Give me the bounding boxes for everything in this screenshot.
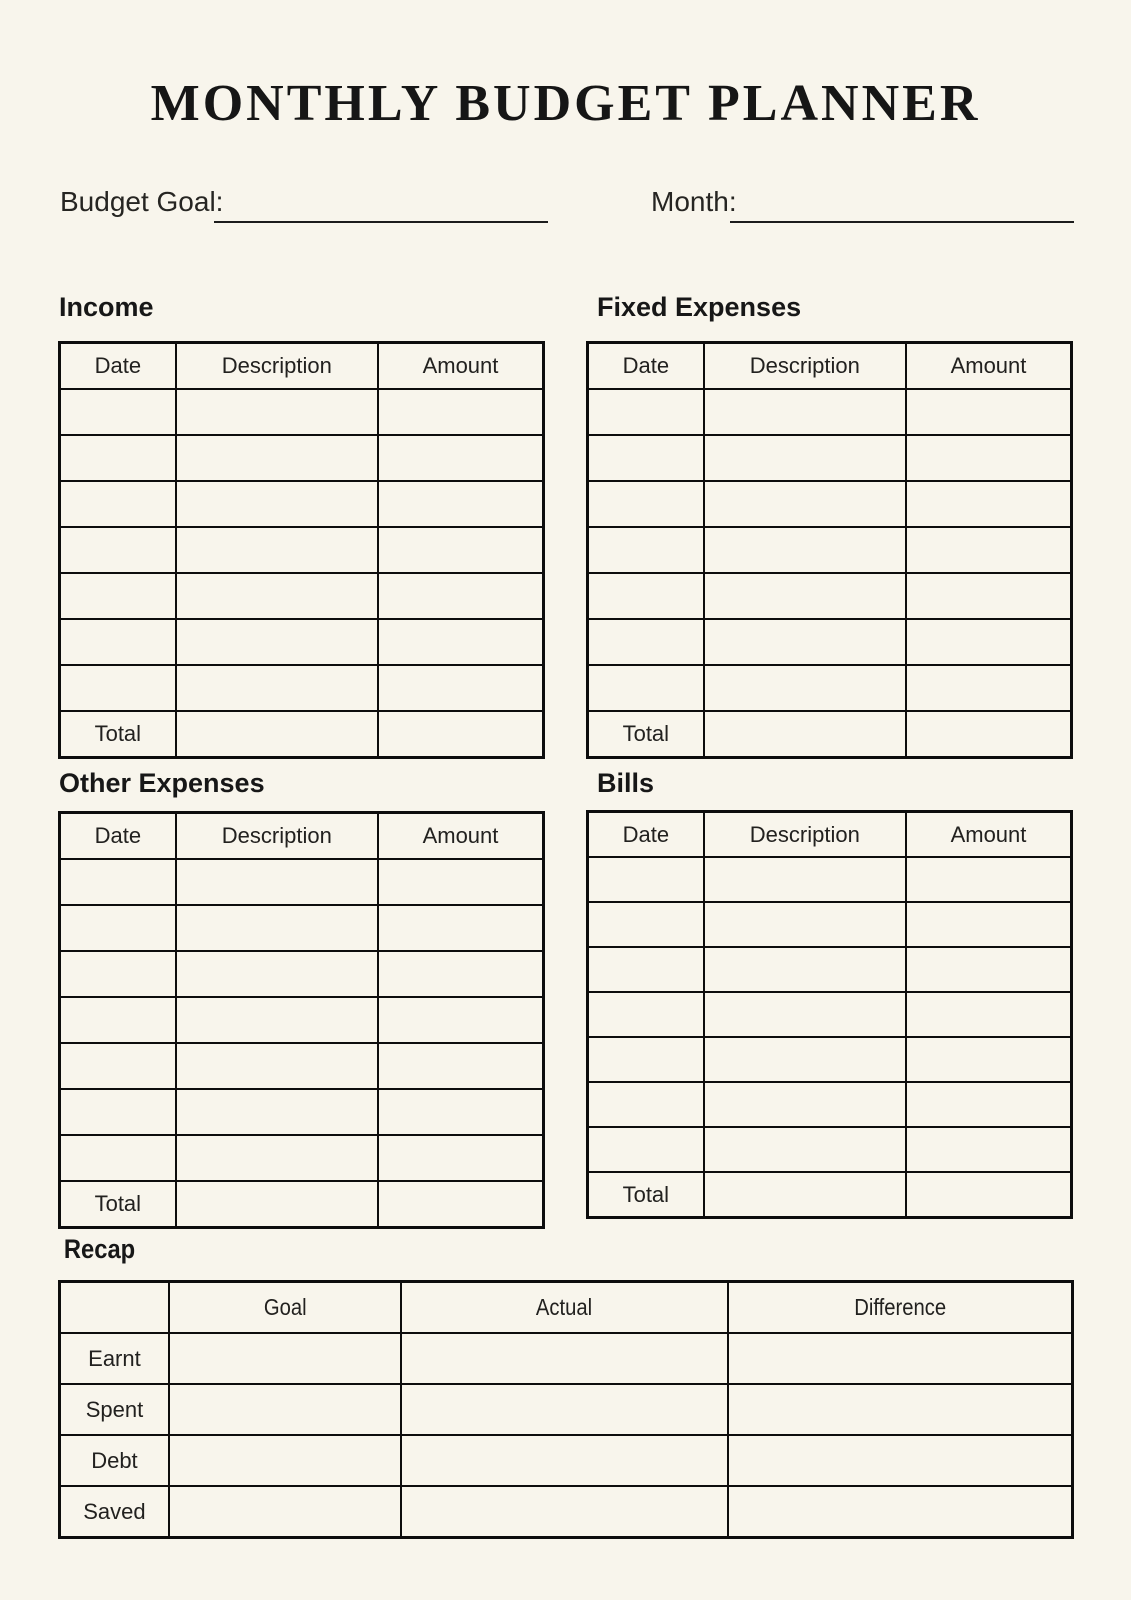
cell-description[interactable] bbox=[176, 1135, 378, 1181]
cell-description[interactable] bbox=[704, 665, 906, 711]
cell-description[interactable] bbox=[704, 857, 906, 902]
cell-description[interactable] bbox=[704, 573, 906, 619]
cell-date[interactable] bbox=[60, 435, 176, 481]
table-row bbox=[588, 573, 1072, 619]
income-col-date: Date bbox=[60, 343, 176, 390]
cell-amount[interactable] bbox=[378, 905, 544, 951]
other-expenses-col-date: Date bbox=[60, 813, 176, 860]
cell-date[interactable] bbox=[60, 1043, 176, 1089]
cell-date[interactable] bbox=[60, 997, 176, 1043]
cell-date[interactable] bbox=[588, 389, 704, 435]
cell-description[interactable] bbox=[704, 1127, 906, 1172]
other-expenses-header-row bbox=[60, 813, 544, 860]
income-header-row bbox=[60, 343, 544, 390]
cell-date[interactable] bbox=[60, 573, 176, 619]
bills-table bbox=[586, 810, 1073, 1219]
cell-description[interactable] bbox=[176, 665, 378, 711]
recap-cell-debt-difference[interactable] bbox=[728, 1435, 1072, 1486]
table-row bbox=[588, 1127, 1072, 1172]
cell-amount[interactable] bbox=[906, 1037, 1072, 1082]
cell-description[interactable] bbox=[704, 1037, 906, 1082]
cell-date[interactable] bbox=[60, 619, 176, 665]
income-col-amount: Amount bbox=[378, 343, 544, 390]
cell-date[interactable] bbox=[588, 573, 704, 619]
other-expenses-col-description: Description bbox=[176, 813, 378, 860]
recap-row-label: Saved bbox=[60, 1486, 169, 1538]
section-title-other-expenses: Other Expenses bbox=[59, 768, 265, 798]
cell-amount[interactable] bbox=[906, 902, 1072, 947]
cell-amount[interactable] bbox=[378, 665, 544, 711]
recap-cell-spent-actual[interactable] bbox=[401, 1384, 728, 1435]
table-row bbox=[60, 1135, 544, 1181]
table-row bbox=[588, 435, 1072, 481]
cell-description[interactable] bbox=[176, 1089, 378, 1135]
recap-cell-debt-actual[interactable] bbox=[401, 1435, 728, 1486]
recap-header-row bbox=[60, 1282, 1073, 1334]
cell-date[interactable] bbox=[588, 947, 704, 992]
recap-corner-cell bbox=[60, 1282, 169, 1334]
recap-cell-saved-goal[interactable] bbox=[169, 1486, 401, 1538]
income-col-description: Description bbox=[176, 343, 378, 390]
table-row bbox=[60, 527, 544, 573]
section-title-bills: Bills bbox=[597, 768, 655, 798]
cell-date[interactable] bbox=[588, 1037, 704, 1082]
recap-col-difference-text: Difference bbox=[854, 1294, 946, 1320]
recap-col-actual bbox=[401, 1282, 728, 1334]
cell-date[interactable] bbox=[60, 905, 176, 951]
table-row bbox=[588, 481, 1072, 527]
cell-description[interactable] bbox=[704, 947, 906, 992]
cell-amount[interactable] bbox=[378, 1043, 544, 1089]
cell-amount[interactable] bbox=[378, 573, 544, 619]
cell-amount[interactable] bbox=[906, 619, 1072, 665]
table-row bbox=[588, 665, 1072, 711]
cell-description[interactable] bbox=[704, 435, 906, 481]
recap-col-goal bbox=[169, 1282, 401, 1334]
table-row bbox=[60, 389, 544, 435]
other-expenses-total-description-cell[interactable] bbox=[176, 1181, 378, 1228]
cell-date[interactable] bbox=[588, 857, 704, 902]
cell-description[interactable] bbox=[176, 905, 378, 951]
cell-description[interactable] bbox=[176, 1043, 378, 1089]
cell-description[interactable] bbox=[704, 1082, 906, 1127]
table-row bbox=[60, 997, 544, 1043]
fixed-expenses-total-amount-cell[interactable] bbox=[906, 711, 1072, 758]
bills-total-label: Total bbox=[588, 1172, 704, 1218]
cell-date[interactable] bbox=[588, 481, 704, 527]
fixed-expenses-col-date: Date bbox=[588, 343, 704, 390]
fixed-expenses-header-row bbox=[588, 343, 1072, 390]
table-row bbox=[60, 665, 544, 711]
recap-row-saved bbox=[60, 1486, 1073, 1538]
cell-date[interactable] bbox=[588, 665, 704, 711]
other-expenses-total-amount-cell[interactable] bbox=[378, 1181, 544, 1228]
recap-col-difference bbox=[728, 1282, 1072, 1334]
recap-cell-debt-goal[interactable] bbox=[169, 1435, 401, 1486]
bills-col-description: Description bbox=[704, 812, 906, 858]
recap-cell-earnt-difference[interactable] bbox=[728, 1333, 1072, 1384]
cell-description[interactable] bbox=[176, 481, 378, 527]
cell-description[interactable] bbox=[176, 997, 378, 1043]
table-row bbox=[60, 481, 544, 527]
cell-amount[interactable] bbox=[906, 1127, 1072, 1172]
income-table bbox=[58, 341, 545, 759]
fixed-expenses-table bbox=[586, 341, 1073, 759]
bills-header-row bbox=[588, 812, 1072, 858]
cell-amount[interactable] bbox=[906, 481, 1072, 527]
table-row bbox=[60, 951, 544, 997]
cell-date[interactable] bbox=[60, 665, 176, 711]
recap-cell-earnt-actual[interactable] bbox=[401, 1333, 728, 1384]
income-total-row bbox=[60, 711, 544, 758]
recap-row-label: Debt bbox=[60, 1435, 169, 1486]
month-label: Month: bbox=[651, 186, 737, 217]
cell-description[interactable] bbox=[176, 619, 378, 665]
cell-date[interactable] bbox=[60, 389, 176, 435]
fixed-expenses-col-description: Description bbox=[704, 343, 906, 390]
cell-amount[interactable] bbox=[906, 435, 1072, 481]
cell-amount[interactable] bbox=[906, 947, 1072, 992]
section-title-income: Income bbox=[59, 292, 154, 322]
cell-description[interactable] bbox=[704, 389, 906, 435]
recap-row-spent bbox=[60, 1384, 1073, 1435]
income-total-description-cell[interactable] bbox=[176, 711, 378, 758]
cell-amount[interactable] bbox=[906, 389, 1072, 435]
cell-date[interactable] bbox=[588, 1082, 704, 1127]
fixed-expenses-col-amount: Amount bbox=[906, 343, 1072, 390]
fixed-expenses-total-row bbox=[588, 711, 1072, 758]
cell-description[interactable] bbox=[704, 481, 906, 527]
table-row bbox=[588, 857, 1072, 902]
table-row bbox=[60, 1043, 544, 1089]
income-total-label: Total bbox=[60, 711, 176, 758]
cell-amount[interactable] bbox=[378, 997, 544, 1043]
month-fill-line[interactable] bbox=[730, 221, 1074, 223]
cell-date[interactable] bbox=[60, 859, 176, 905]
table-row bbox=[588, 1082, 1072, 1127]
recap-row-earnt bbox=[60, 1333, 1073, 1384]
budget-goal-fill-line[interactable] bbox=[214, 221, 548, 223]
cell-description[interactable] bbox=[176, 573, 378, 619]
cell-amount[interactable] bbox=[378, 951, 544, 997]
bills-col-date: Date bbox=[588, 812, 704, 858]
recap-heading-text: Recap bbox=[63, 1234, 136, 1264]
cell-date[interactable] bbox=[588, 619, 704, 665]
table-row bbox=[588, 389, 1072, 435]
cell-date[interactable] bbox=[588, 1127, 704, 1172]
table-row bbox=[588, 619, 1072, 665]
cell-date[interactable] bbox=[60, 481, 176, 527]
recap-row-label: Earnt bbox=[60, 1333, 169, 1384]
recap-cell-earnt-goal[interactable] bbox=[169, 1333, 401, 1384]
budget-goal-label: Budget Goal: bbox=[60, 186, 224, 217]
income-total-amount-cell[interactable] bbox=[378, 711, 544, 758]
cell-date[interactable] bbox=[588, 435, 704, 481]
section-title-fixed-expenses: Fixed Expenses bbox=[597, 292, 802, 322]
recap-cell-spent-difference[interactable] bbox=[728, 1384, 1072, 1435]
table-row bbox=[60, 573, 544, 619]
bills-total-description-cell[interactable] bbox=[704, 1172, 906, 1218]
table-row bbox=[588, 527, 1072, 573]
recap-col-goal-text: Goal bbox=[263, 1294, 307, 1320]
cell-description[interactable] bbox=[176, 527, 378, 573]
recap-cell-saved-actual[interactable] bbox=[401, 1486, 728, 1538]
cell-amount[interactable] bbox=[906, 573, 1072, 619]
cell-description[interactable] bbox=[176, 951, 378, 997]
cell-amount[interactable] bbox=[378, 481, 544, 527]
other-expenses-total-row bbox=[60, 1181, 544, 1228]
bills-col-amount: Amount bbox=[906, 812, 1072, 858]
cell-amount[interactable] bbox=[906, 527, 1072, 573]
cell-description[interactable] bbox=[704, 902, 906, 947]
table-row bbox=[588, 992, 1072, 1037]
cell-description[interactable] bbox=[176, 389, 378, 435]
table-row bbox=[60, 905, 544, 951]
cell-description[interactable] bbox=[176, 859, 378, 905]
cell-amount[interactable] bbox=[378, 619, 544, 665]
table-row bbox=[60, 1089, 544, 1135]
table-row bbox=[60, 619, 544, 665]
fixed-expenses-total-label: Total bbox=[588, 711, 704, 758]
cell-amount[interactable] bbox=[378, 1089, 544, 1135]
cell-description[interactable] bbox=[704, 992, 906, 1037]
cell-description[interactable] bbox=[704, 619, 906, 665]
cell-amount[interactable] bbox=[378, 859, 544, 905]
cell-description[interactable] bbox=[176, 435, 378, 481]
cell-amount[interactable] bbox=[906, 665, 1072, 711]
table-row bbox=[60, 435, 544, 481]
table-row bbox=[588, 902, 1072, 947]
recap-cell-saved-difference[interactable] bbox=[728, 1486, 1072, 1538]
cell-date[interactable] bbox=[588, 902, 704, 947]
table-row bbox=[588, 947, 1072, 992]
other-expenses-col-amount: Amount bbox=[378, 813, 544, 860]
cell-amount[interactable] bbox=[378, 527, 544, 573]
bills-total-amount-cell[interactable] bbox=[906, 1172, 1072, 1218]
cell-description[interactable] bbox=[704, 527, 906, 573]
other-expenses-table bbox=[58, 811, 545, 1229]
cell-amount[interactable] bbox=[906, 992, 1072, 1037]
cell-amount[interactable] bbox=[906, 1082, 1072, 1127]
page-title: MONTHLY BUDGET PLANNER bbox=[150, 75, 981, 132]
cell-date[interactable] bbox=[588, 992, 704, 1037]
cell-date[interactable] bbox=[60, 1089, 176, 1135]
recap-row-debt bbox=[60, 1435, 1073, 1486]
table-row bbox=[60, 859, 544, 905]
table-row bbox=[588, 1037, 1072, 1082]
cell-date[interactable] bbox=[60, 527, 176, 573]
cell-date[interactable] bbox=[60, 1135, 176, 1181]
cell-date[interactable] bbox=[60, 951, 176, 997]
recap-table bbox=[58, 1280, 1074, 1539]
cell-amount[interactable] bbox=[906, 857, 1072, 902]
other-expenses-total-label: Total bbox=[60, 1181, 176, 1228]
section-title-recap bbox=[59, 1234, 140, 1265]
fixed-expenses-total-description-cell[interactable] bbox=[704, 711, 906, 758]
recap-col-actual-text: Actual bbox=[536, 1294, 593, 1320]
bills-total-row bbox=[588, 1172, 1072, 1218]
recap-row-label: Spent bbox=[60, 1384, 169, 1435]
cell-amount[interactable] bbox=[378, 1135, 544, 1181]
cell-amount[interactable] bbox=[378, 435, 544, 481]
cell-date[interactable] bbox=[588, 527, 704, 573]
recap-cell-spent-goal[interactable] bbox=[169, 1384, 401, 1435]
cell-amount[interactable] bbox=[378, 389, 544, 435]
